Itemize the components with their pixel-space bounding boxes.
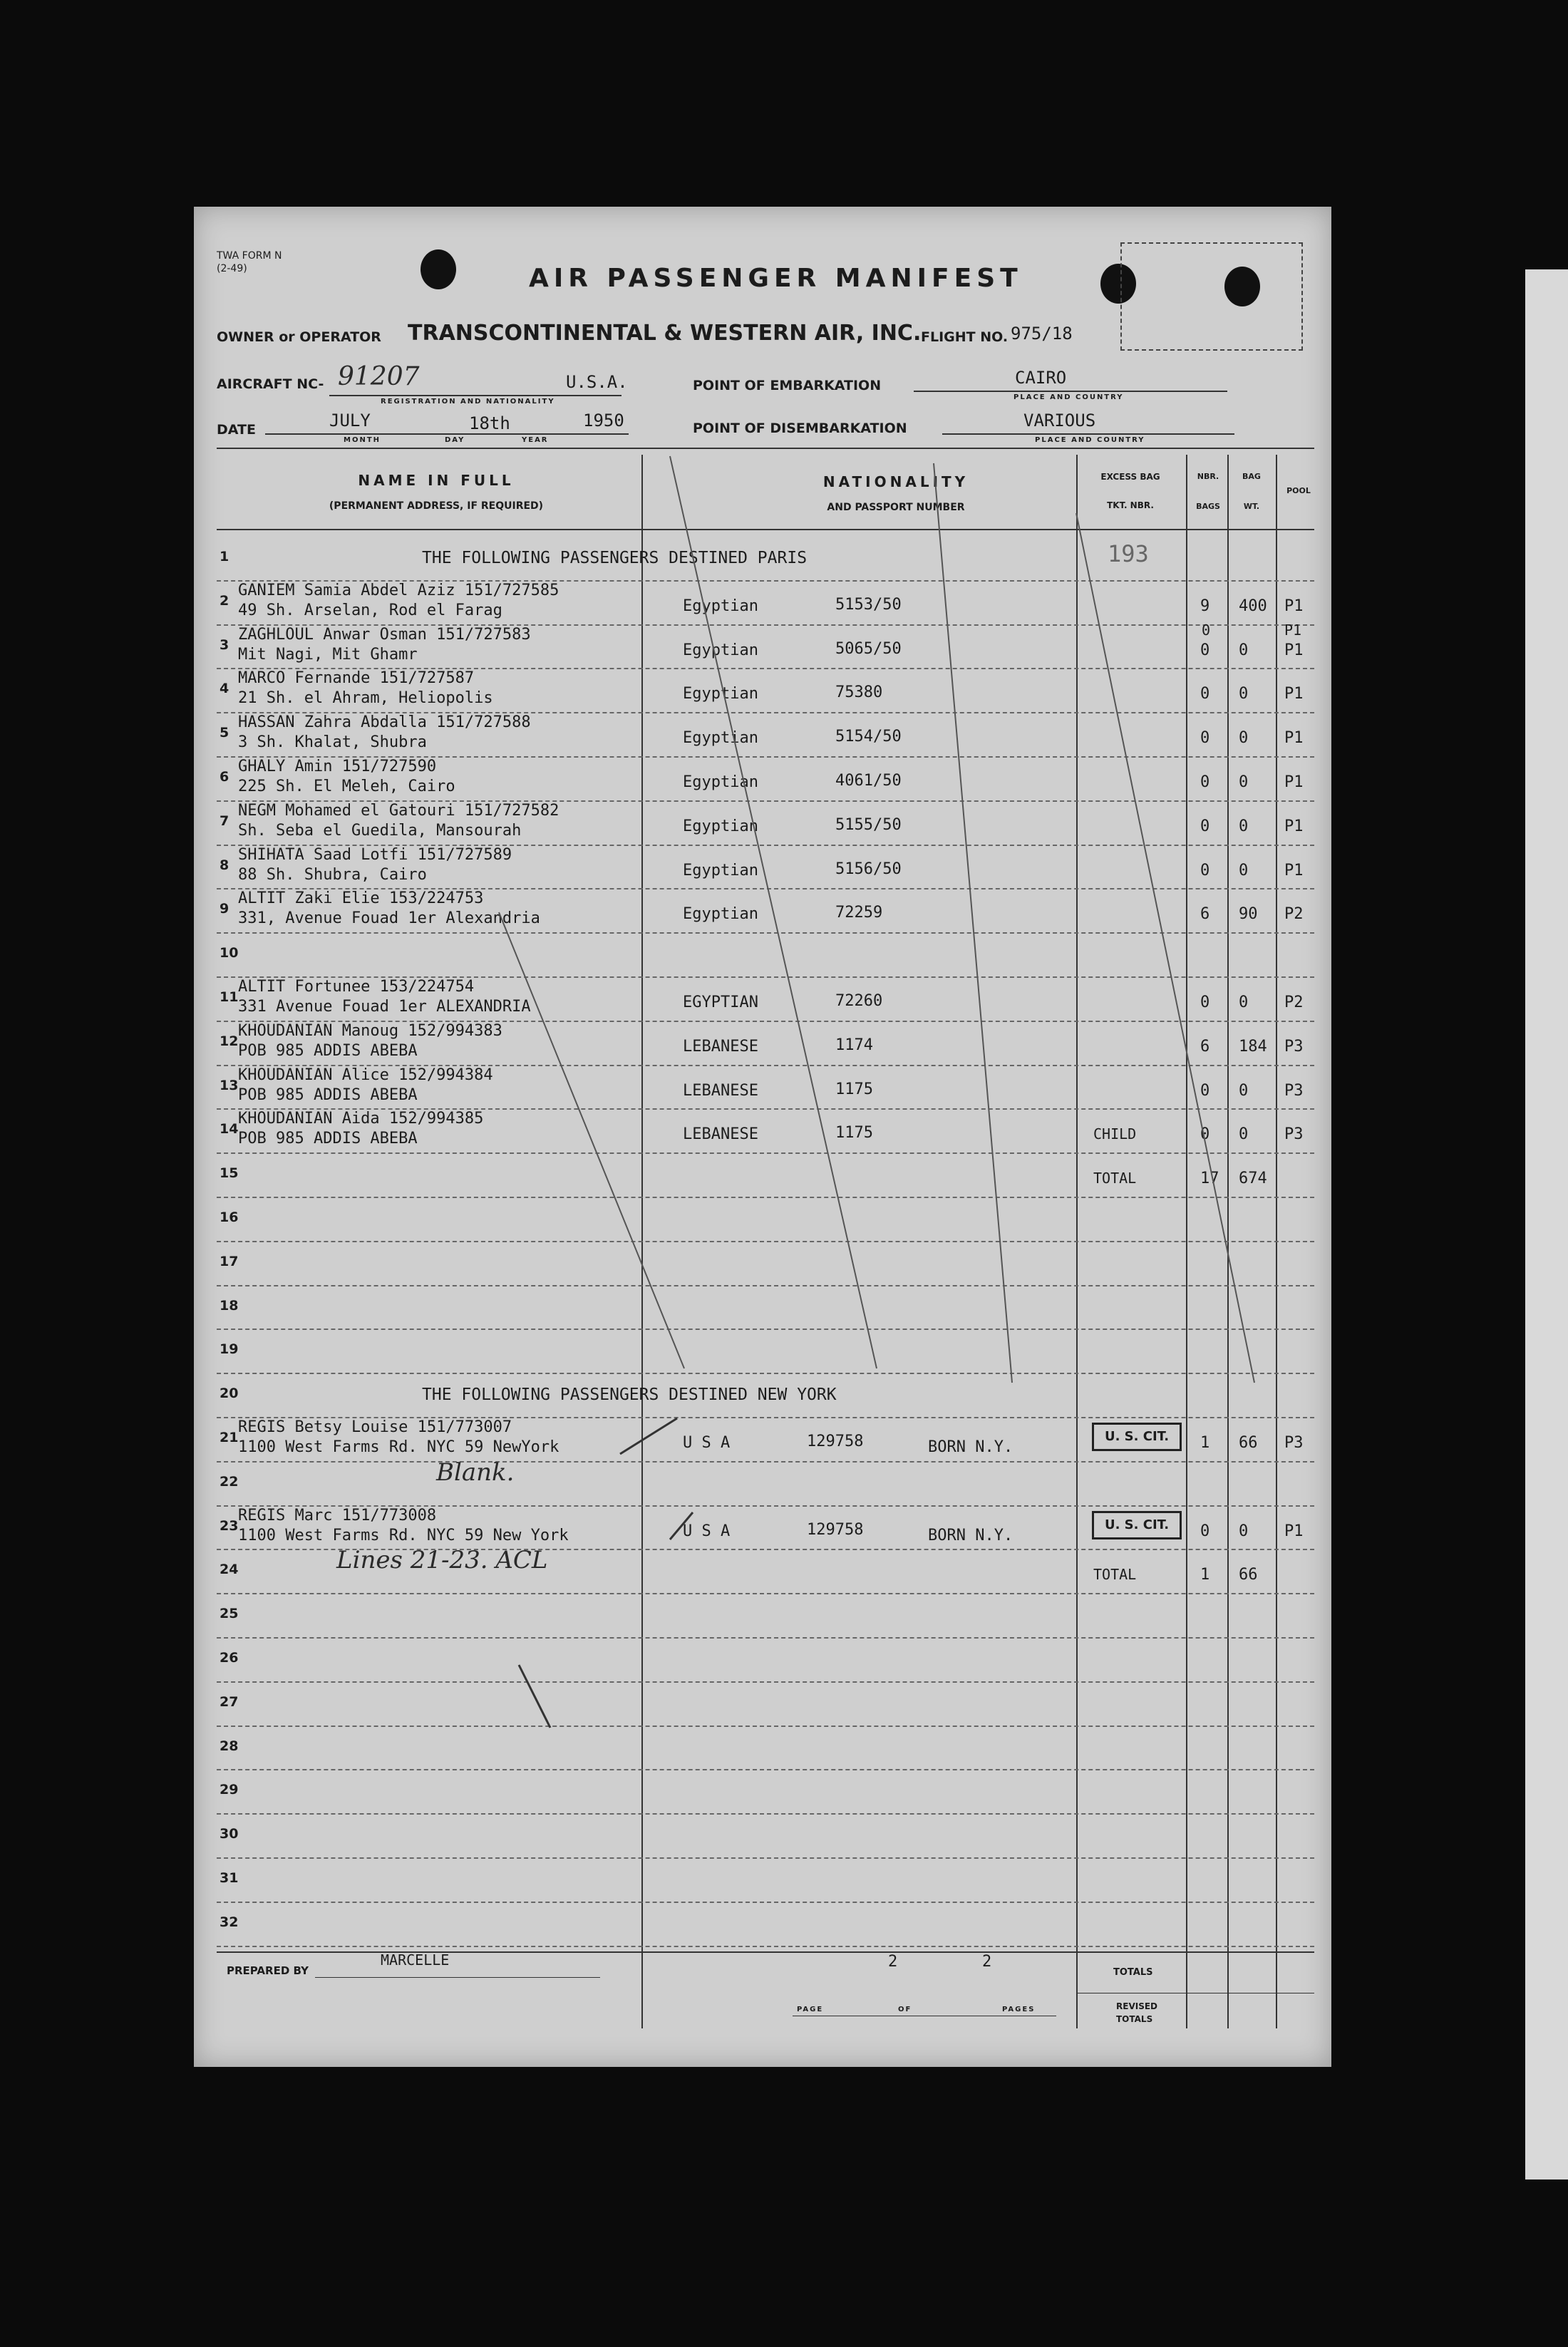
bag-count: 6 xyxy=(1200,1037,1210,1056)
row-number: 29 xyxy=(220,1782,239,1798)
bag-count: 0 xyxy=(1200,685,1210,703)
pencil-strike xyxy=(499,912,684,1368)
passenger-name: HASSAN Zahra Abdalla 151/727588 xyxy=(238,713,531,732)
passenger-address: 1100 West Farms Rd. NYC 59 New York xyxy=(238,1526,569,1544)
excess-bag-entry: 193 xyxy=(1108,540,1149,567)
bag-weight: 0 xyxy=(1239,994,1249,1011)
bag-weight: 66 xyxy=(1239,1434,1258,1452)
pool-code: P1 xyxy=(1284,729,1304,748)
passport-number: 129758 xyxy=(807,1433,864,1450)
nationality: Egyptian xyxy=(683,773,758,791)
passport-number: 5065/50 xyxy=(835,639,902,658)
passport-number: 72260 xyxy=(835,992,883,1010)
passenger-name: GANIEM Samia Abdel Aziz 151/727585 xyxy=(238,581,559,599)
row-number: 13 xyxy=(220,1077,239,1093)
nationality: LEBANESE xyxy=(683,1037,758,1056)
row-number: 16 xyxy=(220,1209,239,1225)
bag-weight: 0 xyxy=(1239,1081,1249,1100)
row-number: 19 xyxy=(220,1341,239,1358)
row-number: 26 xyxy=(220,1650,239,1666)
passenger-address: 331, Avenue Fouad 1er Alexandria xyxy=(238,909,540,928)
revised-label: REVISED xyxy=(1116,2001,1157,2011)
row-number: 12 xyxy=(220,1033,239,1049)
row-number: 25 xyxy=(220,1606,239,1622)
row-number: 10 xyxy=(220,945,239,961)
passenger-name: ALTIT Fortunee 153/224754 xyxy=(238,978,475,996)
bag-count: 0 xyxy=(1200,641,1210,659)
passenger-address: 3 Sh. Khalat, Shubra xyxy=(238,733,427,752)
passenger-name: SHIHATA Saad Lotfi 151/727589 xyxy=(238,845,512,864)
flight-number: 975/18 xyxy=(1011,324,1073,344)
date-day: 18th xyxy=(469,413,510,433)
aircraft-number: 91207 xyxy=(338,362,420,391)
bags-column-subtitle: BAGS xyxy=(1196,502,1220,511)
passport-number: 4061/50 xyxy=(835,772,902,790)
passenger-address: POB 985 ADDIS ABEBA xyxy=(238,1041,418,1060)
passenger-address: 331 Avenue Fouad 1er ALEXANDRIA xyxy=(238,998,531,1016)
prepared-by-value: MARCELLE xyxy=(381,1951,450,1969)
embarkation-label: POINT OF EMBARKATION xyxy=(693,378,882,393)
pencil-strike xyxy=(1076,513,1254,1383)
row-number: 2 xyxy=(220,592,229,609)
nationality: Egyptian xyxy=(683,729,758,748)
place-country-caption: PLACE AND COUNTRY xyxy=(1013,393,1124,401)
page-title: AIR PASSENGER MANIFEST xyxy=(529,264,1023,293)
aircraft-label: AIRCRAFT NC- xyxy=(217,376,324,392)
weight-column-subtitle: WT. xyxy=(1243,502,1260,511)
pencil-strike xyxy=(934,463,1012,1383)
bag-weight: 0 xyxy=(1239,729,1249,748)
place-country-caption: PLACE AND COUNTRY xyxy=(1035,436,1145,444)
passenger-address: Sh. Seba el Guedila, Mansourah xyxy=(238,821,522,840)
row-number: 5 xyxy=(220,725,229,741)
row-number: 24 xyxy=(220,1562,239,1578)
us-citizen-stamp: U. S. CIT. xyxy=(1092,1423,1182,1451)
aircraft-country: U.S.A. xyxy=(566,372,628,392)
passenger-name: REGIS Marc 151/773008 xyxy=(238,1506,437,1525)
weight-column-title: BAG xyxy=(1242,472,1261,481)
row-number: 28 xyxy=(220,1738,239,1754)
nationality: Egyptian xyxy=(683,861,758,880)
birthplace-note: BORN N.Y. xyxy=(928,1526,1013,1544)
form-code: TWA FORM N (2-49) xyxy=(217,250,282,274)
row-number: 32 xyxy=(220,1914,239,1930)
pool-code: P3 xyxy=(1284,1037,1304,1056)
pool-code: P1 xyxy=(1284,861,1304,880)
row-number: 8 xyxy=(220,857,229,873)
excess-bag-column-subtitle: TKT. NBR. xyxy=(1107,500,1154,510)
disembarkation-label: POINT OF DISEMBARKATION xyxy=(693,421,907,436)
passport-number: 1174 xyxy=(835,1036,873,1054)
row-number: 17 xyxy=(220,1253,239,1269)
row-number: 21 xyxy=(220,1430,239,1445)
bag-count: 0 xyxy=(1200,729,1210,748)
nationality: Egyptian xyxy=(683,685,758,703)
passenger-address: 225 Sh. El Meleh, Cairo xyxy=(238,778,455,795)
birthplace-note: BORN N.Y. xyxy=(928,1438,1013,1456)
row-number: 23 xyxy=(220,1517,239,1534)
owner-label: OWNER or OPERATOR xyxy=(217,329,381,345)
month-caption: MONTH xyxy=(344,436,381,444)
passenger-address: POB 985 ADDIS ABEBA xyxy=(238,1085,418,1104)
pool-code: P3 xyxy=(1284,1081,1304,1100)
bag-weight: 0 xyxy=(1239,817,1249,835)
prepared-by-label: PREPARED BY xyxy=(227,1964,309,1977)
passport-number: 1175 xyxy=(835,1080,873,1098)
bag-count: 9 xyxy=(1200,597,1210,615)
pool-code: P1 xyxy=(1284,685,1304,703)
bag-count: 0 xyxy=(1200,1522,1210,1540)
nationality: Egyptian xyxy=(683,905,758,924)
passenger-name: GHALY Amin 151/727590 xyxy=(238,758,437,775)
pool-code: P1 xyxy=(1284,621,1302,639)
row-number: 30 xyxy=(220,1826,239,1842)
flight-label: FLIGHT NO. xyxy=(921,329,1009,345)
pool-code: P3 xyxy=(1284,1125,1304,1144)
passenger-address: 88 Sh. Shubra, Cairo xyxy=(238,865,427,884)
bags-column-title: NBR. xyxy=(1197,472,1219,481)
bag-weight: 66 xyxy=(1239,1566,1258,1584)
nationality: LEBANESE xyxy=(683,1081,758,1100)
excess-bag-entry: TOTAL xyxy=(1093,1170,1137,1187)
passport-number: 1175 xyxy=(835,1124,873,1142)
bag-weight: 0 xyxy=(1239,861,1249,880)
passenger-address: 21 Sh. el Ahram, Heliopolis xyxy=(238,689,493,708)
date-year: 1950 xyxy=(583,411,624,430)
page-number: 2 xyxy=(888,1953,898,1971)
bag-count: 0 xyxy=(1200,1125,1210,1144)
disembarkation-place: VARIOUS xyxy=(1023,411,1096,430)
row-number: 18 xyxy=(220,1297,239,1314)
totals-label: TOTALS xyxy=(1113,1967,1153,1978)
nationality-column-subtitle: AND PASSPORT NUMBER xyxy=(827,502,965,513)
pool-code: P1 xyxy=(1284,597,1304,615)
passenger-name: MARCO Fernande 151/727587 xyxy=(238,669,475,688)
bag-count: 0 xyxy=(1200,861,1210,880)
date-month: JULY xyxy=(329,411,371,430)
row-number: 6 xyxy=(220,769,229,785)
bag-count: 0 xyxy=(1200,773,1210,791)
nationality: Egyptian xyxy=(683,817,758,835)
day-caption: DAY xyxy=(445,436,465,444)
row-number: 1 xyxy=(220,549,229,564)
passenger-name: KHOUDANIAN Manoug 152/994383 xyxy=(238,1021,502,1040)
nationality: U S A xyxy=(683,1522,731,1540)
bag-weight: 0 xyxy=(1239,641,1249,659)
bag-count: 0 xyxy=(1200,994,1210,1011)
bag-weight: 0 xyxy=(1239,685,1249,703)
excess-bag-entry: CHILD xyxy=(1093,1125,1137,1143)
row-number: 9 xyxy=(220,901,229,917)
bag-count: 1 xyxy=(1200,1434,1210,1452)
row-number: 11 xyxy=(220,989,239,1005)
passenger-address: POB 985 ADDIS ABEBA xyxy=(238,1130,418,1148)
bag-weight: 90 xyxy=(1239,905,1258,924)
passenger-address: Mit Nagi, Mit Ghamr xyxy=(238,645,418,664)
passenger-name: NEGM Mohamed el Gatouri 151/727582 xyxy=(238,801,559,820)
nationality: LEBANESE xyxy=(683,1125,758,1144)
pool-code: P1 xyxy=(1284,641,1304,659)
passport-number: 72259 xyxy=(835,904,883,922)
row-number: 15 xyxy=(220,1165,239,1182)
section-heading: THE FOLLOWING PASSENGERS DESTINED NEW YORK xyxy=(422,1386,837,1405)
row-number: 22 xyxy=(220,1473,239,1490)
passport-number: 5153/50 xyxy=(835,595,902,614)
row-number: 31 xyxy=(220,1870,239,1886)
bag-weight: 184 xyxy=(1239,1037,1267,1056)
pencil-strike xyxy=(670,456,877,1368)
page-caption: PAGE xyxy=(797,2006,824,2013)
pool-code: P1 xyxy=(1284,773,1304,791)
us-citizen-stamp: U. S. CIT. xyxy=(1092,1511,1182,1539)
passport-number: 5155/50 xyxy=(835,815,902,834)
bag-weight: 400 xyxy=(1239,597,1267,615)
bag-weight: 0 xyxy=(1239,1125,1249,1144)
name-column-title: NAME IN FULL xyxy=(358,472,515,489)
bag-count: 0 xyxy=(1200,817,1210,835)
pool-code: P2 xyxy=(1284,994,1304,1011)
nationality: Egyptian xyxy=(683,597,758,615)
passport-number: 75380 xyxy=(835,684,883,702)
nationality: Egyptian xyxy=(683,641,758,659)
passenger-name: KHOUDANIAN Alice 152/994384 xyxy=(238,1066,493,1084)
row-number: 20 xyxy=(220,1386,239,1402)
passenger-name: ALTIT Zaki Elie 153/224753 xyxy=(238,889,484,908)
date-label: DATE xyxy=(217,422,256,438)
pages-caption: PAGES xyxy=(1002,2006,1036,2013)
handwritten-note: Blank. xyxy=(436,1458,515,1487)
bag-count: 1 xyxy=(1200,1566,1210,1584)
row-number: 7 xyxy=(220,813,229,829)
pencil-tick xyxy=(620,1418,677,1454)
excess-bag-entry: TOTAL xyxy=(1093,1566,1137,1584)
passenger-address: 1100 West Farms Rd. NYC 59 NewYork xyxy=(238,1438,559,1456)
year-caption: YEAR xyxy=(522,436,549,444)
passenger-address: 49 Sh. Arselan, Rod el Farag xyxy=(238,601,502,619)
bag-weight: 674 xyxy=(1239,1170,1267,1188)
bag-count: 0 xyxy=(1200,1081,1210,1100)
pool-code: P2 xyxy=(1284,905,1304,924)
pool-code: P1 xyxy=(1284,817,1304,835)
pool-column-title: POOL xyxy=(1286,486,1311,495)
pencil-mark xyxy=(519,1665,550,1728)
bag-count: 0 xyxy=(1202,621,1211,639)
handwritten-note: Lines 21-23. ACL xyxy=(336,1546,548,1575)
bag-count: 17 xyxy=(1200,1170,1219,1188)
of-caption: OF xyxy=(898,2006,912,2013)
passenger-name: KHOUDANIAN Aida 152/994385 xyxy=(238,1110,484,1128)
name-column-subtitle: (PERMANENT ADDRESS, IF REQUIRED) xyxy=(329,500,544,512)
bag-weight: 0 xyxy=(1239,773,1249,791)
bag-weight: 0 xyxy=(1239,1522,1249,1540)
passport-number: 129758 xyxy=(807,1520,864,1539)
nationality-column-title: NATIONALITY xyxy=(822,473,969,490)
passenger-name: REGIS Betsy Louise 151/773007 xyxy=(238,1418,512,1436)
pool-code: P1 xyxy=(1284,1522,1304,1540)
bag-count: 6 xyxy=(1200,905,1210,924)
excess-bag-column-title: EXCESS BAG xyxy=(1100,472,1160,482)
pencil-tick xyxy=(670,1512,693,1539)
passport-number: 5156/50 xyxy=(835,860,902,878)
row-number: 4 xyxy=(220,681,229,697)
passenger-name: ZAGHLOUL Anwar Osman 151/727583 xyxy=(238,625,531,644)
row-number: 27 xyxy=(220,1693,239,1710)
nationality: U S A xyxy=(683,1434,731,1452)
revised-totals-label: TOTALS xyxy=(1116,2014,1153,2024)
page-count: 2 xyxy=(982,1953,992,1971)
embarkation-place: CAIRO xyxy=(1015,368,1067,388)
row-number: 14 xyxy=(220,1121,239,1138)
pool-code: P3 xyxy=(1284,1434,1304,1452)
operator-name: TRANSCONTINENTAL & WESTERN AIR, INC. xyxy=(408,321,922,346)
nationality: EGYPTIAN xyxy=(683,994,758,1011)
registration-caption: REGISTRATION AND NATIONALITY xyxy=(381,398,555,406)
passport-number: 5154/50 xyxy=(835,728,902,746)
row-number: 3 xyxy=(220,636,229,653)
section-heading: THE FOLLOWING PASSENGERS DESTINED PARIS xyxy=(422,549,808,567)
